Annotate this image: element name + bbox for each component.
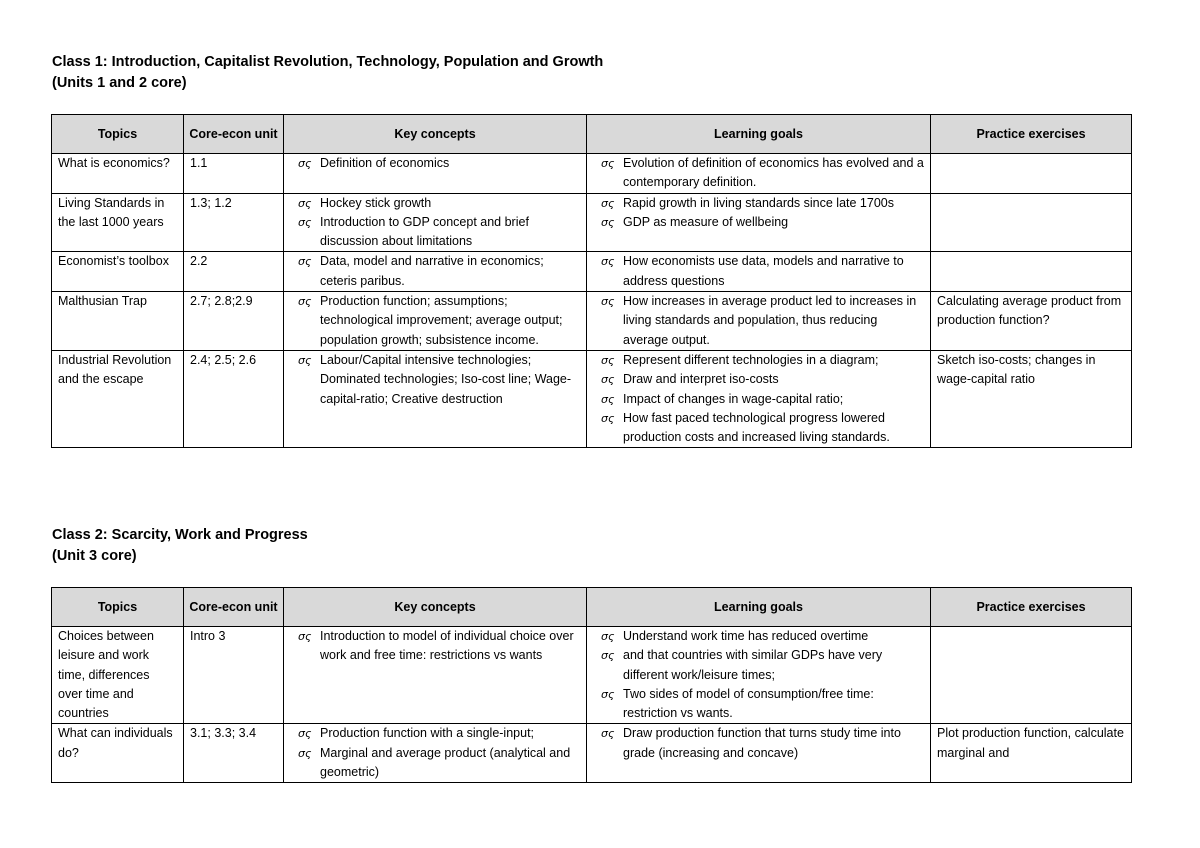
table-row (52, 154, 1132, 194)
class2-title-line2: (Unit 3 core) (52, 548, 137, 564)
cell-key-concepts (284, 724, 587, 783)
cell-core-econ-unit: Intro 3 (184, 627, 284, 724)
cell-topic: Living Standards in the last 1000 years (52, 193, 184, 252)
header-learning-goals: Learning goals (587, 115, 931, 154)
cell-practice-exercises (931, 154, 1132, 194)
bullet-glyph-icon: σς (601, 353, 615, 367)
list-item (593, 646, 924, 685)
cell-key-concepts-list (290, 252, 580, 291)
cell-key-concepts (284, 292, 587, 351)
bullet-glyph-icon: σς (601, 630, 615, 643)
list-item-text: and that countries with similar GDPs have very different work/leisure times; (623, 648, 883, 682)
list-item-text: Production function with a single-input; (320, 726, 535, 741)
cell-learning-goals-list (593, 252, 924, 291)
list-item-text: Represent different technologies in a diagram; (623, 352, 879, 367)
list-item (593, 390, 924, 409)
cell-learning-goals (587, 350, 931, 447)
cell-core-econ-unit: 2.2 (184, 252, 284, 292)
class2-table (51, 587, 1132, 783)
cell-learning-goals (587, 252, 931, 292)
bullet-glyph-icon: σς (601, 255, 615, 269)
table-header-row (52, 588, 1132, 627)
cell-learning-goals-list (593, 292, 924, 350)
list-item-text: Data, model and narrative in economics; ceteris paribus. (320, 254, 544, 288)
class1-title-line1: Class 1: Introduction, Capitalist Revolution, Technology, Population and Growth (52, 54, 604, 70)
list-item (290, 194, 580, 213)
cell-key-concepts (284, 252, 587, 292)
bullet-glyph-icon: σς (601, 392, 615, 406)
list-item (290, 154, 580, 173)
list-item (593, 370, 924, 389)
header-key-concepts: Key concepts (284, 115, 587, 154)
class2-table-body (52, 627, 1132, 783)
cell-learning-goals-list (593, 724, 924, 763)
list-item-text: How fast paced technological progress lowered production costs and increased living standards. (623, 410, 890, 445)
list-item-text: GDP as measure of wellbeing (623, 214, 789, 229)
bullet-glyph-icon: σς (298, 295, 312, 309)
list-item-text: Evolution of definition of economics has evolved and a contemporary definition. (623, 156, 924, 190)
header-topics: Topics (52, 115, 184, 154)
bullet-glyph-icon: σς (601, 649, 615, 663)
bullet-glyph-icon: σς (298, 157, 312, 170)
cell-core-econ-unit: 2.4; 2.5; 2.6 (184, 350, 284, 447)
list-item-text: How increases in average product led to increases in living standards and population, thus reducing average output. (623, 294, 917, 347)
cell-topic: What is economics? (52, 154, 184, 194)
bullet-glyph-icon: σς (601, 157, 615, 170)
cell-core-econ-unit: 1.3; 1.2 (184, 193, 284, 252)
list-item (593, 724, 924, 763)
cell-topic: Industrial Revolution and the escape (52, 350, 184, 447)
cell-key-concepts-list (290, 194, 580, 252)
cell-core-econ-unit: 3.1; 3.3; 3.4 (184, 724, 284, 783)
class2-title-line1: Class 2: Scarcity, Work and Progress (52, 527, 308, 543)
list-item (593, 351, 924, 370)
list-item (290, 292, 580, 350)
table-header-row (52, 115, 1132, 154)
cell-practice-exercises (931, 627, 1132, 724)
bullet-glyph-icon: σς (601, 411, 615, 425)
header-learning-goals: Learning goals (587, 588, 931, 627)
cell-learning-goals (587, 193, 931, 252)
class1-table-body (52, 154, 1132, 448)
bullet-glyph-icon: σς (601, 687, 615, 701)
cell-topic: Malthusian Trap (52, 292, 184, 351)
class1-title-line2: (Units 1 and 2 core) (52, 75, 187, 91)
table-row (52, 350, 1132, 447)
list-item-text: Introduction to GDP concept and brief discussion about limitations (320, 214, 529, 249)
cell-practice-exercises: Sketch iso-costs; changes in wage-capital ratio (931, 350, 1132, 447)
cell-practice-exercises: Plot production function, calculate marginal and (931, 724, 1132, 783)
list-item (593, 252, 924, 291)
list-item-text: Understand work time has reduced overtime (623, 629, 869, 643)
cell-topic: What can individuals do? (52, 724, 184, 783)
cell-practice-exercises: Calculating average product from production function? (931, 292, 1132, 351)
list-item-text: Definition of economics (320, 156, 450, 170)
list-item-text: Impact of changes in wage-capital ratio; (623, 391, 844, 406)
bullet-glyph-icon: σς (298, 215, 312, 229)
list-item (593, 627, 924, 646)
list-item (593, 409, 924, 448)
cell-key-concepts-list (290, 292, 580, 350)
cell-key-concepts-list (290, 351, 580, 409)
header-core-econ-unit: Core-econ unit (184, 115, 284, 154)
list-item-text: Introduction to model of individual choice over work and free time: restrictions vs wants (320, 629, 574, 663)
list-item (290, 744, 580, 783)
cell-key-concepts (284, 154, 587, 194)
cell-core-econ-unit: 1.1 (184, 154, 284, 194)
bullet-glyph-icon: σς (601, 215, 615, 229)
cell-practice-exercises (931, 252, 1132, 292)
cell-key-concepts-list (290, 627, 580, 666)
cell-learning-goals-list (593, 154, 924, 193)
bullet-glyph-icon: σς (298, 630, 312, 643)
bullet-glyph-icon: σς (601, 196, 615, 210)
table-row (52, 627, 1132, 724)
list-item (593, 154, 924, 193)
list-item-text: Two sides of model of consumption/free time: restriction vs wants. (623, 686, 874, 721)
cell-key-concepts (284, 193, 587, 252)
cell-key-concepts (284, 350, 587, 447)
cell-topic: Choices between leisure and work time, differences over time and countries (52, 627, 184, 724)
header-key-concepts: Key concepts (284, 588, 587, 627)
bullet-glyph-icon: σς (601, 373, 615, 387)
bullet-glyph-icon: σς (298, 727, 312, 741)
cell-learning-goals (587, 154, 931, 194)
list-item-text: Production function; assumptions; technological improvement; average output; population growth; subsistence income. (320, 294, 563, 347)
cell-learning-goals (587, 292, 931, 351)
bullet-glyph-icon: σς (298, 353, 312, 367)
list-item-text: Draw and interpret iso-costs (623, 372, 779, 387)
header-topics: Topics (52, 588, 184, 627)
list-item (290, 627, 580, 666)
header-practice-exercises: Practice exercises (931, 588, 1132, 627)
table-row (52, 252, 1132, 292)
list-item (290, 724, 580, 743)
header-core-econ-unit: Core-econ unit (184, 588, 284, 627)
cell-key-concepts-list (290, 154, 580, 173)
list-item-text: Hockey stick growth (320, 195, 432, 210)
list-item (593, 213, 924, 232)
list-item (593, 194, 924, 213)
list-item-text: Rapid growth in living standards since late 1700s (623, 195, 894, 210)
list-item (290, 213, 580, 252)
cell-key-concepts (284, 627, 587, 724)
class2-title (52, 525, 308, 567)
table-row (52, 724, 1132, 783)
list-item-text: Marginal and average product (analytical and geometric) (320, 745, 571, 780)
list-item-text: Draw production function that turns study time into grade (increasing and concave) (623, 726, 901, 760)
table-row (52, 193, 1132, 252)
class1-table (51, 114, 1132, 448)
cell-learning-goals (587, 627, 931, 724)
cell-core-econ-unit: 2.7; 2.8;2.9 (184, 292, 284, 351)
list-item (593, 292, 924, 350)
bullet-glyph-icon: σς (298, 255, 312, 269)
list-item (290, 252, 580, 291)
cell-practice-exercises (931, 193, 1132, 252)
class1-title (52, 52, 603, 94)
list-item (290, 351, 580, 409)
table-row (52, 292, 1132, 351)
cell-learning-goals-list (593, 627, 924, 723)
cell-learning-goals (587, 724, 931, 783)
bullet-glyph-icon: σς (601, 295, 615, 309)
bullet-glyph-icon: σς (298, 196, 312, 210)
bullet-glyph-icon: σς (298, 746, 312, 760)
cell-key-concepts-list (290, 724, 580, 782)
cell-topic: Economist’s toolbox (52, 252, 184, 292)
list-item-text: How economists use data, models and narrative to address questions (623, 254, 904, 288)
list-item-text: Labour/Capital intensive technologies; Dominated technologies; Iso-cost line; Wage-capital-ratio; Creative destruction (320, 352, 572, 406)
cell-learning-goals-list (593, 194, 924, 233)
list-item (593, 685, 924, 724)
header-practice-exercises: Practice exercises (931, 115, 1132, 154)
cell-learning-goals-list (593, 351, 924, 447)
bullet-glyph-icon: σς (601, 727, 615, 741)
